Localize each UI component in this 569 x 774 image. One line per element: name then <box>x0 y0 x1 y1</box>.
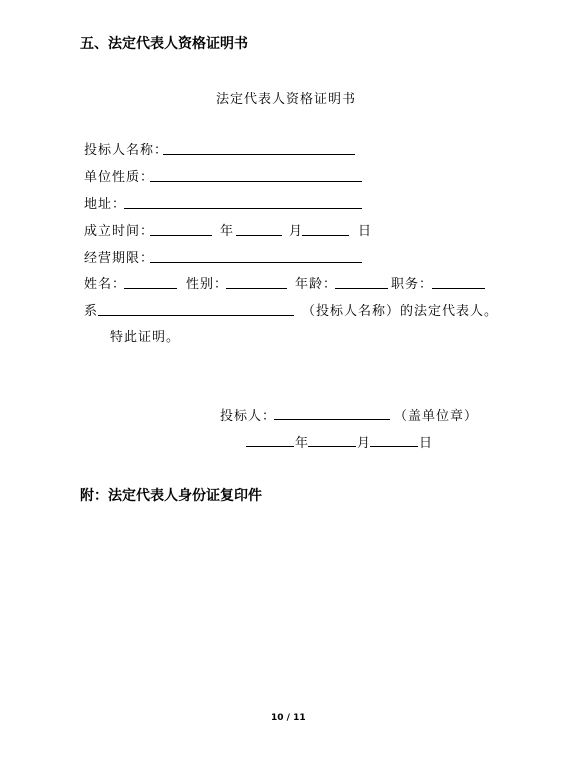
signature-bidder-label: 投标人： <box>220 409 277 424</box>
age-label: 年龄： <box>295 277 338 292</box>
unit-nature-label: 单位性质： <box>84 170 155 185</box>
founding-date-label: 成立时间： <box>84 224 155 239</box>
signature-year-field[interactable] <box>246 446 294 447</box>
founding-month-unit: 月 <box>289 224 304 239</box>
name-field[interactable] <box>124 288 177 289</box>
founding-month-field[interactable] <box>236 235 282 236</box>
signature-day-field[interactable] <box>370 446 418 447</box>
bidder-name-label: 投标人名称： <box>84 143 169 158</box>
unit-nature-field[interactable] <box>150 181 362 182</box>
position-label: 职务： <box>391 277 434 292</box>
signature-month-unit: 月 <box>357 436 372 451</box>
founding-day-unit: 日 <box>358 224 373 239</box>
founding-day-field[interactable] <box>302 235 349 236</box>
founding-year-field[interactable] <box>150 235 212 236</box>
signature-year-unit: 年 <box>295 436 310 451</box>
relation-prefix: 系 <box>84 304 99 319</box>
signature-month-field[interactable] <box>308 446 356 447</box>
relation-bidder-field[interactable] <box>98 315 294 316</box>
relation-suffix: （投标人名称）的法定代表人。 <box>302 304 499 319</box>
address-field[interactable] <box>124 208 362 209</box>
bidder-name-field[interactable] <box>163 154 355 155</box>
signature-day-unit: 日 <box>419 436 434 451</box>
section-heading: 五、法定代表人资格证明书 <box>80 36 248 52</box>
certify-text: 特此证明。 <box>110 330 181 345</box>
gender-label: 性别： <box>186 277 229 292</box>
gender-field[interactable] <box>226 288 287 289</box>
business-term-label: 经营期限： <box>84 251 155 266</box>
signature-bidder-field[interactable] <box>274 419 390 420</box>
document-title: 法定代表人资格证明书 <box>216 92 357 107</box>
founding-year-unit: 年 <box>220 224 235 239</box>
page-number: 10 / 11 <box>271 713 306 723</box>
address-label: 地址： <box>84 197 127 212</box>
business-term-field[interactable] <box>150 262 362 263</box>
position-field[interactable] <box>432 288 485 289</box>
age-field[interactable] <box>335 288 388 289</box>
seal-note: （盖单位章） <box>394 409 479 424</box>
attachment-heading: 附：法定代表人身份证复印件 <box>80 488 262 504</box>
name-label: 姓名： <box>84 277 127 292</box>
